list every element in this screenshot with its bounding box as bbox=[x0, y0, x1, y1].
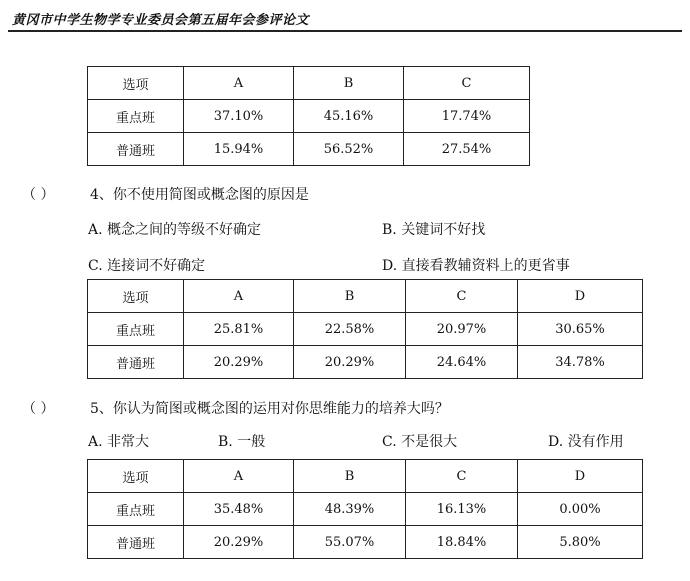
table-cell: 重点班 bbox=[88, 100, 184, 133]
table-2 bbox=[87, 279, 643, 379]
table-row bbox=[88, 100, 530, 133]
header-cell: 选项 bbox=[88, 280, 184, 313]
table-cell: 16.13% bbox=[406, 493, 518, 526]
table-header-row bbox=[88, 67, 530, 100]
header-cell: B bbox=[294, 280, 406, 313]
table-cell: 24.64% bbox=[406, 346, 518, 379]
question-5-option-c: C. 不是很大 bbox=[382, 434, 458, 450]
table-cell: 普通班 bbox=[88, 346, 184, 379]
table-cell: 18.84% bbox=[406, 526, 518, 559]
header-cell: D bbox=[518, 460, 643, 493]
table-cell: 重点班 bbox=[88, 493, 184, 526]
table-row bbox=[88, 526, 643, 559]
table-cell: 35.48% bbox=[184, 493, 294, 526]
table-header-row bbox=[88, 460, 643, 493]
header-cell: D bbox=[518, 280, 643, 313]
table-cell: 20.97% bbox=[406, 313, 518, 346]
table-cell: 0.00% bbox=[518, 493, 643, 526]
table-cell: 22.58% bbox=[294, 313, 406, 346]
table-cell: 34.78% bbox=[518, 346, 643, 379]
table-1 bbox=[87, 66, 530, 166]
question-4-text: 4、你不使用简图或概念图的原因是 bbox=[90, 187, 309, 203]
table-cell: 20.29% bbox=[184, 526, 294, 559]
header-cell: A bbox=[184, 280, 294, 313]
table-cell: 15.94% bbox=[184, 133, 294, 166]
header-cell: 选项 bbox=[88, 460, 184, 493]
table-cell: 20.29% bbox=[294, 346, 406, 379]
header-cell: C bbox=[406, 460, 518, 493]
question-4-option-d: D. 直接看教辅资料上的更省事 bbox=[382, 258, 570, 274]
table-cell: 37.10% bbox=[184, 100, 294, 133]
header-cell: A bbox=[184, 67, 294, 100]
table-cell: 普通班 bbox=[88, 526, 184, 559]
answer-blank-5: （ ） bbox=[22, 401, 55, 417]
table-cell: 48.39% bbox=[294, 493, 406, 526]
question-4-option-c: C. 连接词不好确定 bbox=[88, 258, 206, 274]
table-header-row bbox=[88, 280, 643, 313]
header-cell: 选项 bbox=[88, 67, 184, 100]
table-cell: 20.29% bbox=[184, 346, 294, 379]
table-row bbox=[88, 133, 530, 166]
question-5-option-d: D. 没有作用 bbox=[548, 434, 624, 450]
table-cell: 17.74% bbox=[404, 100, 530, 133]
table-cell: 30.65% bbox=[518, 313, 643, 346]
question-4-option-a: A. 概念之间的等级不好确定 bbox=[88, 222, 262, 238]
answer-blank-4: （ ） bbox=[22, 187, 55, 203]
table-cell: 56.52% bbox=[294, 133, 404, 166]
header-cell: C bbox=[404, 67, 530, 100]
table-row bbox=[88, 313, 643, 346]
table-cell: 45.16% bbox=[294, 100, 404, 133]
header-cell: B bbox=[294, 460, 406, 493]
table-cell: 25.81% bbox=[184, 313, 294, 346]
header-cell: C bbox=[406, 280, 518, 313]
header-cell: A bbox=[184, 460, 294, 493]
question-4-option-b: B. 关键词不好找 bbox=[382, 222, 486, 238]
question-5-text: 5、你认为简图或概念图的运用对你思维能力的培养大吗？ bbox=[90, 401, 449, 417]
question-5-option-a: A. 非常大 bbox=[88, 434, 150, 450]
header-cell: B bbox=[294, 67, 404, 100]
table-cell: 27.54% bbox=[404, 133, 530, 166]
question-5-option-b: B. 一般 bbox=[218, 434, 266, 450]
page-header bbox=[8, 6, 682, 32]
table-row bbox=[88, 493, 643, 526]
table-3 bbox=[87, 459, 643, 559]
header-title: 黄冈市中学生物学专业委员会第五届年会参评论文 bbox=[12, 13, 310, 28]
table-cell: 55.07% bbox=[294, 526, 406, 559]
table-cell: 5.80% bbox=[518, 526, 643, 559]
table-row bbox=[88, 346, 643, 379]
table-cell: 重点班 bbox=[88, 313, 184, 346]
table-cell: 普通班 bbox=[88, 133, 184, 166]
